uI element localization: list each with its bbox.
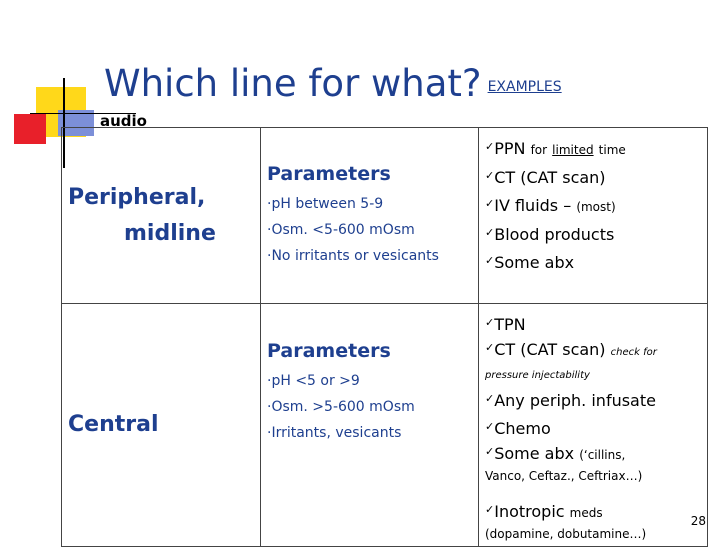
parameters-title: Parameters xyxy=(267,340,391,362)
use-item: ✓Some abx (‘cillins, Vanco, Ceftaz., Ceftriax…) xyxy=(485,444,643,483)
parameters-cell xyxy=(261,128,479,304)
use-item: ✓TPN xyxy=(485,315,526,334)
checkmark-icon: ✓ xyxy=(485,341,495,354)
audio-link[interactable]: audio xyxy=(100,112,147,130)
row-name-cell xyxy=(62,128,261,304)
parameters-cell xyxy=(261,304,479,547)
use-item: ✓CT (CAT scan) check for pressure injectability xyxy=(485,340,657,381)
table-row-peripheral xyxy=(62,128,708,304)
checkmark-icon: ✓ xyxy=(485,226,495,239)
use-item: ✓Chemo xyxy=(485,419,551,438)
use-item: ✓Some abx xyxy=(485,253,575,272)
comparison-table xyxy=(61,127,708,547)
parameters-title: Parameters xyxy=(267,162,391,185)
parameter-item: ·Osm. >5-600 mOsm xyxy=(267,399,415,415)
decor-red-square xyxy=(14,114,46,144)
use-item: ✓CT (CAT scan) xyxy=(485,168,606,187)
examples-link[interactable]: EXAMPLES xyxy=(487,79,562,95)
parameter-item: ·Irritants, vesicants xyxy=(267,425,402,441)
table-row-central xyxy=(62,304,708,547)
checkmark-icon: ✓ xyxy=(485,140,495,153)
checkmark-icon: ✓ xyxy=(485,503,495,516)
parameter-item: ·No irritants or vesicants xyxy=(267,247,439,264)
row-name-line2: midline xyxy=(124,220,216,246)
checkmark-icon: ✓ xyxy=(485,445,495,458)
checkmark-icon: ✓ xyxy=(485,420,495,433)
use-item: ✓IV fluids – (most) xyxy=(485,196,616,215)
parameter-item: ·pH <5 or >9 xyxy=(267,373,360,389)
parameter-item: ·Osm. <5-600 mOsm xyxy=(267,221,415,238)
page-number: 28 xyxy=(690,514,706,528)
title-text: Which line for what? xyxy=(104,62,482,105)
row-name-cell xyxy=(62,304,261,547)
checkmark-icon: ✓ xyxy=(485,254,495,267)
uses-cell xyxy=(479,128,708,304)
uses-cell xyxy=(479,304,708,547)
use-item: ✓Any periph. infusate xyxy=(485,391,656,410)
use-item: ✓Inotropic meds (dopamine, dobutamine…) xyxy=(485,502,647,541)
row-name: Central xyxy=(68,412,159,437)
row-name: Peripheral, xyxy=(68,184,206,210)
slide-title xyxy=(104,62,562,105)
checkmark-icon: ✓ xyxy=(485,316,495,329)
use-item: ✓PPN for limited time xyxy=(485,139,626,158)
checkmark-icon: ✓ xyxy=(485,392,495,405)
use-item: ✓Blood products xyxy=(485,225,615,244)
parameter-item: ·pH between 5-9 xyxy=(267,195,384,212)
checkmark-icon: ✓ xyxy=(485,169,495,182)
checkmark-icon: ✓ xyxy=(485,197,495,210)
